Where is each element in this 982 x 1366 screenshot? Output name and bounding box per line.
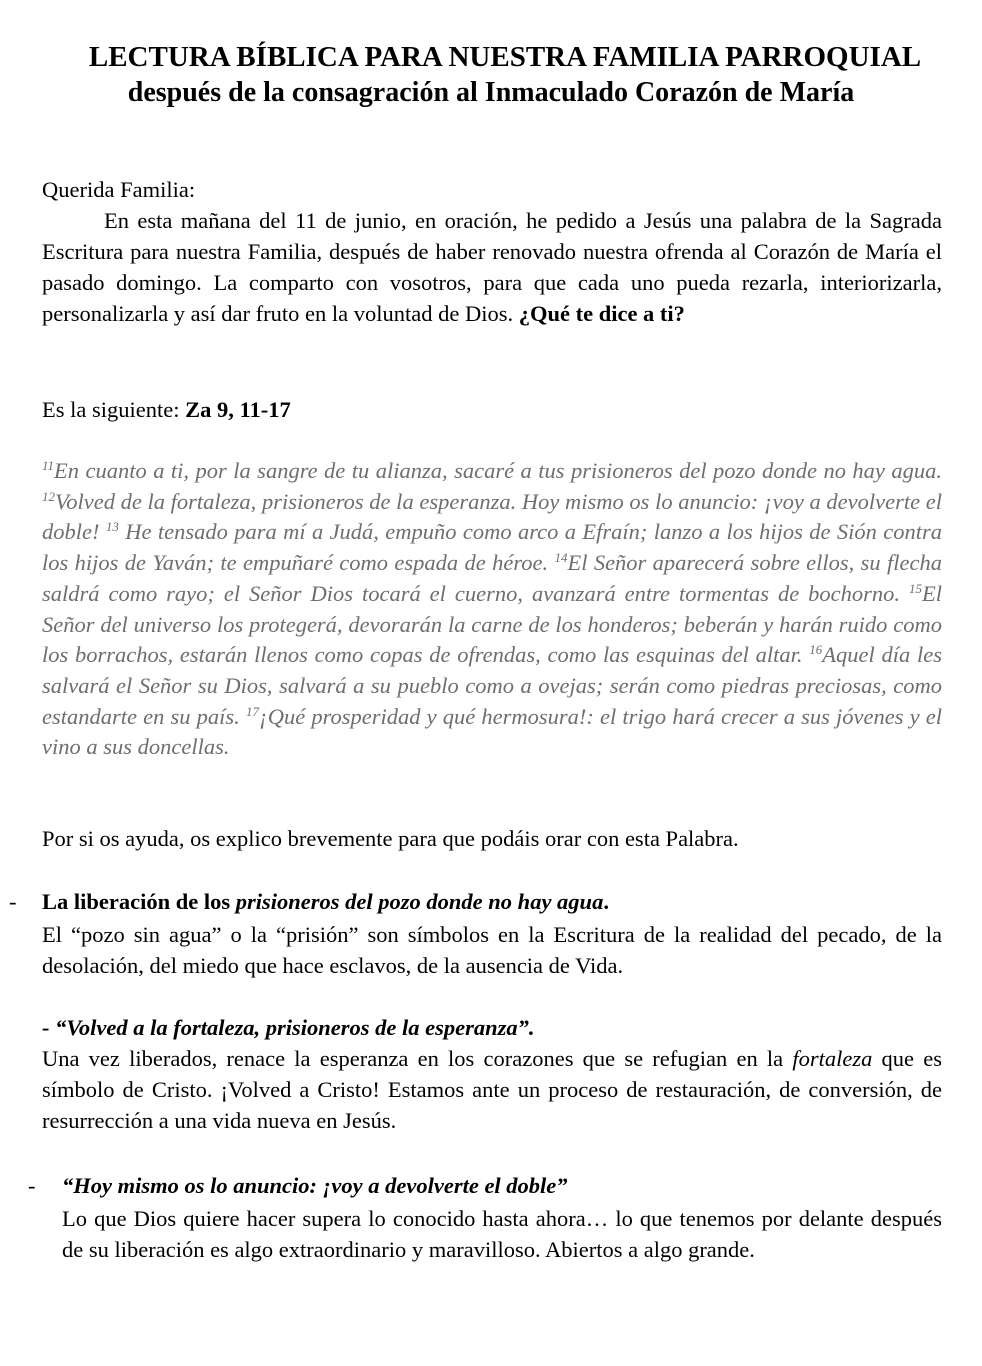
verse-number: 16 xyxy=(809,642,823,658)
verse-number: 14 xyxy=(554,550,568,566)
document-subtitle: después de la consagración al Inmaculado Corazón de María xyxy=(127,77,855,108)
section-title-fortress: - “Volved a la fortaleza, prisioneros de la esperanza”. xyxy=(42,1015,535,1040)
verse-number: 12 xyxy=(42,488,55,504)
section-body-liberation: El “pozo sin agua” o la “prisión” son símbolos en la Escritura de la realidad del pecado, de la desolación, del miedo que hace esclavos, de la ausencia de Vida. xyxy=(42,922,942,978)
section-title-liberation xyxy=(42,886,942,917)
verse-number: 13 xyxy=(105,519,119,535)
verse-text: He tensado para mí a Judá, empuño como arco a Efraín; lanzo a los hijos de Sión contra los hijos de Yaván; te empuñaré como espada de héroe. xyxy=(42,519,943,576)
intro-paragraph xyxy=(42,205,942,329)
section-body-fortress xyxy=(42,1043,942,1136)
reference-line xyxy=(42,394,942,425)
verse-number: 15 xyxy=(909,580,923,596)
intro-text: En esta mañana del 11 de junio, en oración, he pedido a Jesús una palabra de la Sagrada Escritura para nuestra Familia, después de haber renovado nuestra ofrenda al Corazón de María el pasado domingo. La comparto con vosotros, para que cada uno pueda rezarla, interiorizarla, personalizarla y así dar fruto en la voluntad de Dios. xyxy=(42,208,942,326)
section-body-text: que es símbolo de Cristo. ¡Volved a Cristo! Estamos ante un proceso de restauración, de conversión, de resurrección a una vida nueva en Jesús. xyxy=(42,1046,942,1133)
section-title-prefix: La liberación de los xyxy=(42,889,236,914)
verse-text: En cuanto a ti, por la sangre de tu alianza, sacaré a tus prisioneros del pozo donde no hay agua. xyxy=(54,458,942,483)
scripture-passage xyxy=(42,456,942,763)
section-title-double: “Hoy mismo os lo anuncio: ¡voy a devolverte el doble” xyxy=(62,1173,568,1198)
greeting: Querida Familia: xyxy=(42,177,196,202)
section-body-double: Lo que Dios quiere hacer supera lo conocido hasta ahora… lo que tenemos por delante después de su liberación es algo extraordinario y maravilloso. Abiertos a algo grande. xyxy=(62,1206,942,1262)
verse-number: 11 xyxy=(42,458,55,473)
intro-question: ¿Qué te dice a ti? xyxy=(518,301,685,326)
bullet-dash: - xyxy=(28,1173,36,1198)
verse-number: 17 xyxy=(245,703,259,719)
verse-text: Volved de la fortaleza, prisioneros de la esperanza. Hoy mismo os lo anuncio: ¡voy a devolverte el doble! xyxy=(42,488,942,545)
verse-text: El Señor aparecerá sobre ellos, su flecha saldrá como rayo; el Señor Dios tocará el cuerno, avanzará entre tormentas de bochorno. xyxy=(42,550,943,606)
section-body-text: Una vez liberados, renace la esperanza en los corazones que se refugian en la xyxy=(42,1046,793,1071)
section-title-suffix: . xyxy=(603,889,609,914)
verse-text: Aquel día les salvará el Señor su Dios, salvará a su pueblo como a ovejas; serán como piedras preciosas, como estandarte en su país. xyxy=(42,642,942,729)
bullet-dash: - xyxy=(9,889,17,914)
reference-label: Es la siguiente: xyxy=(42,397,180,422)
section-body-italic: fortaleza xyxy=(792,1046,873,1071)
verse-text: El Señor del universo los protegerá, devorarán la carne de los honderos; beberán y harán ruido como los borrachos, estarán llenos como copas de ofrendas, como las esquinas del altar. xyxy=(42,580,943,668)
explanation-intro: Por si os ayuda, os explico brevemente para que podáis orar con esta Palabra. xyxy=(42,826,739,851)
document-title: LECTURA BÍBLICA PARA NUESTRA FAMILIA PARROQUIAL xyxy=(88,41,922,73)
verse-text: ¡Qué prosperidad y qué hermosura!: el trigo hará crecer a sus jóvenes y el vino a sus doncellas. xyxy=(42,703,942,760)
scripture-reference: Za 9, 11-17 xyxy=(185,397,291,422)
section-title-italic: prisioneros del pozo donde no hay agua xyxy=(235,889,604,914)
